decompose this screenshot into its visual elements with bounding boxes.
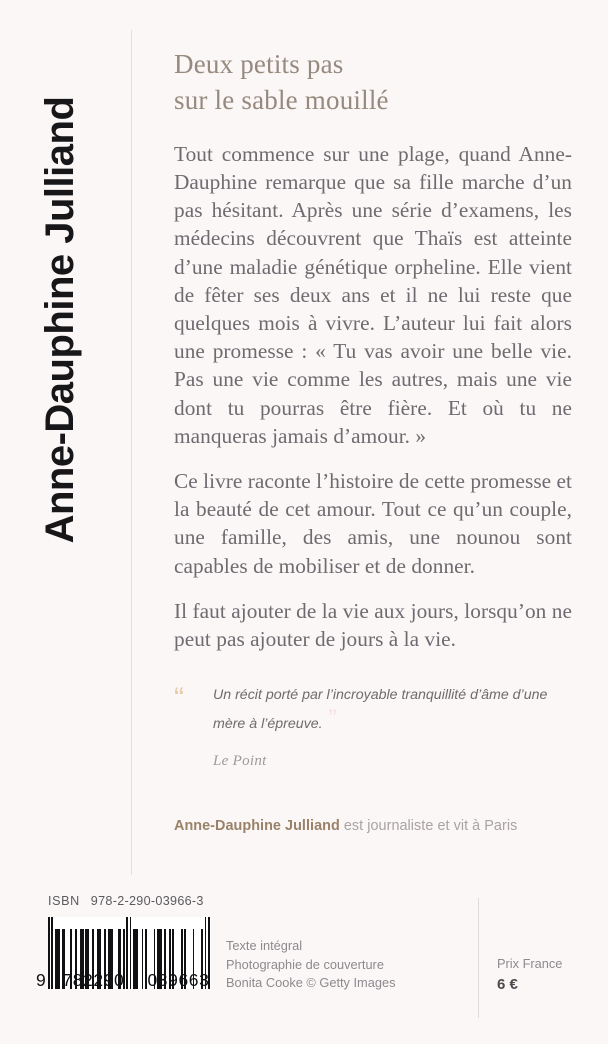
barcode-digits [36,970,221,991]
isbn-number: 978-2-290-03966-3 [90,894,204,908]
quote-close-icon: ” [328,705,338,733]
credit-line: Texte intégral [226,938,303,953]
author-byline [174,818,574,834]
barcode [36,917,211,990]
barcode-digit-left: 782290 [62,970,125,990]
blurb-paragraph: Tout commence sur une plage, quand Anne-Dauphine remarque que sa fille marche d’un pas hésitant. Après une série d’examens, les médecins découvrent que Thaïs est atteinte d’une maladie génétique orpheline. Elle vient de fêter ses deux ans et il ne lui reste que quelques mois à vivre. L’auteur lui fait alors une promesse : « Tu vas avoir une belle vie. Pas une vie comme les autres, mais une vie dont tu pourras être fière. Et où tu ne manqueras jamais d’amour. » [174,141,572,448]
title-line-1: Deux petits pas [174,49,344,79]
vertical-divider-rule [131,30,132,875]
pull-quote-source: Le Point [213,752,267,769]
title-line-2: sur le sable mouillé [174,84,389,115]
blurb-paragraph: Il faut ajouter de la vie aux jours, lorsqu’on ne peut pas ajouter de jours à la vie. [174,598,572,652]
price-label: Prix France [497,956,563,971]
footer-divider-rule [478,898,479,1018]
cover-credits [226,937,395,993]
footer [0,880,608,1044]
pull-quote [174,683,574,770]
credit-line: Photographie de couverture [226,956,384,972]
quote-open-icon: “ [174,682,185,715]
byline-author-name: Anne-Dauphine Julliand [174,818,340,834]
isbn-block [36,894,218,990]
price-value: 6 € [497,976,518,994]
barcode-digit-lead: 9 [36,970,47,990]
byline-description: est journaliste et vit à Paris [339,818,518,834]
isbn-line [48,894,218,908]
page-title [174,0,572,119]
author-spine-name: Anne-Dauphine Julliand [38,96,82,544]
barcode-digit-right: 039663 [147,970,210,990]
pull-quote-text: Un récit porté par l’incroyable tranquillité d’âme d’une mère à l’épreuve. [213,687,548,733]
content-column [174,0,572,653]
author-spine [0,0,120,640]
blurb-paragraph: Ce livre raconte l’histoire de cette promesse et la beauté de cet amour. Tout ce qu’un couple, une famille, des amis, une nounou sont capables de mobiliser et de donner. [174,469,573,578]
isbn-label: ISBN [48,894,80,908]
pull-quote-body [174,683,574,737]
price-block [497,954,562,997]
credit-line: Bonita Cooke © Getty Images [226,975,396,991]
blurb-text [174,119,572,653]
